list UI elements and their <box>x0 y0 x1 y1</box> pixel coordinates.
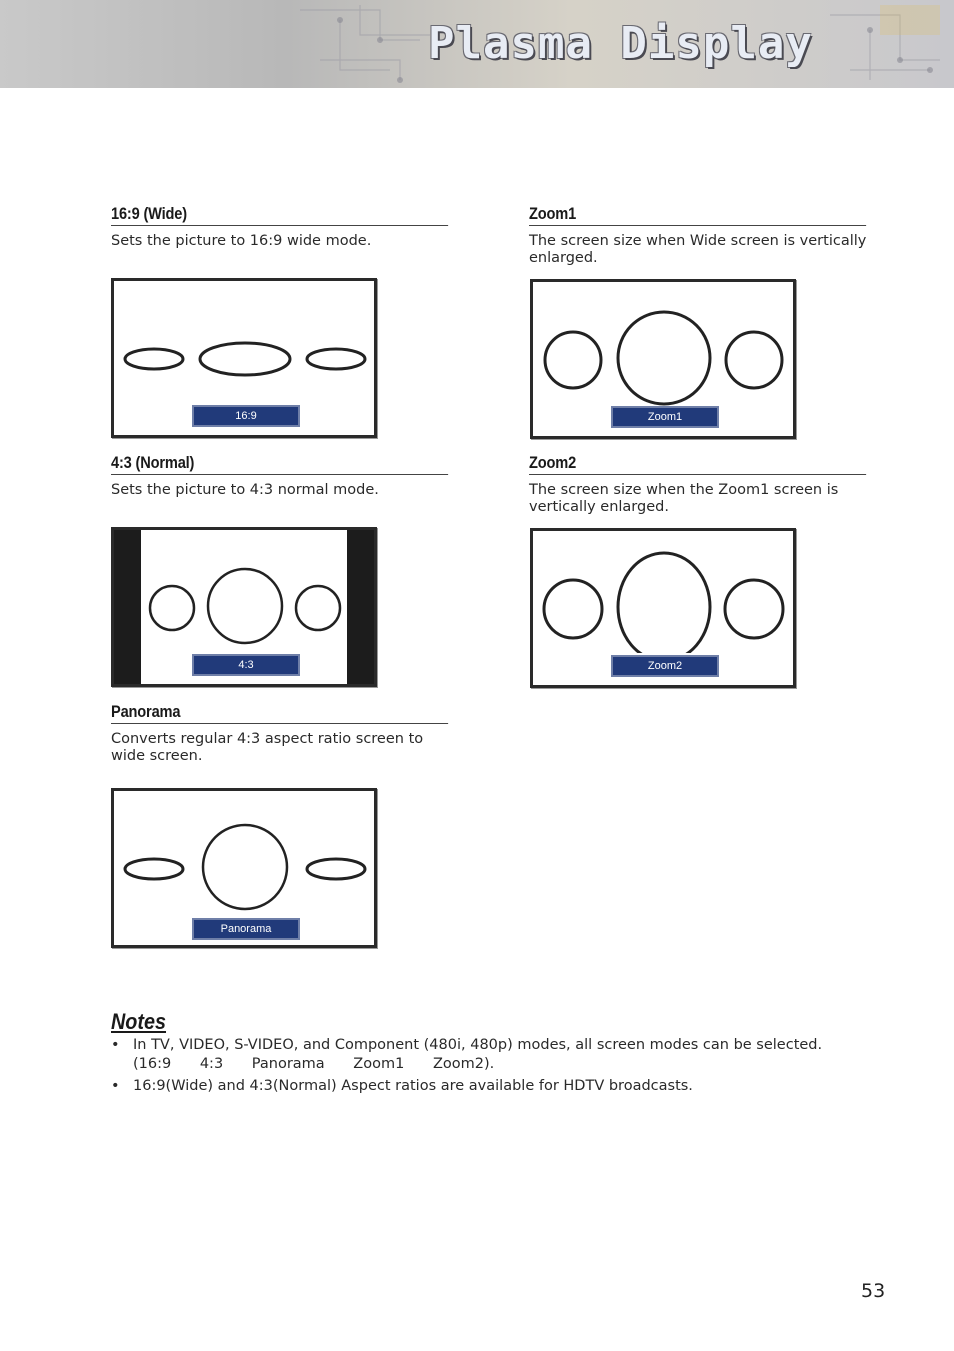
screen-diagram-zoom2 <box>530 528 796 688</box>
page-number: 53 <box>861 1280 886 1302</box>
sequence-item: Zoom2). <box>432 1056 495 1072</box>
section-zoom2 <box>529 453 867 516</box>
mode-label: Panorama <box>192 918 300 940</box>
section-normal <box>111 453 449 499</box>
bullet: • <box>111 1078 120 1094</box>
screen-diagram-wide <box>111 278 377 438</box>
mode-label: Zoom1 <box>611 406 719 428</box>
note-text: In TV, VIDEO, S-VIDEO, and Component (480i, 480p) modes, all screen modes can be selected. <box>133 1037 823 1053</box>
note-text: 16:9(Wide) and 4:3(Normal) Aspect ratios are available for HDTV broadcasts. <box>133 1078 693 1094</box>
section-title: Zoom1 <box>529 204 866 226</box>
section-description: The screen size when Wide screen is vertically enlarged. <box>529 233 867 266</box>
section-title: Zoom2 <box>529 453 866 475</box>
section-zoom1 <box>529 204 867 267</box>
mode-label: Zoom2 <box>611 655 719 677</box>
mode-label: 4:3 <box>192 654 300 676</box>
section-description: Sets the picture to 4:3 normal mode. <box>111 482 379 498</box>
sequence-item: 4:3 <box>199 1056 224 1072</box>
section-panorama <box>111 702 449 765</box>
sequence-item: (16:9 <box>133 1056 172 1072</box>
bullet: • <box>111 1037 120 1053</box>
section-wide <box>111 204 449 250</box>
note-item <box>111 1036 831 1074</box>
notes-title: Notes <box>111 1009 167 1034</box>
mode-label: 16:9 <box>192 405 300 427</box>
section-title: Panorama <box>111 702 448 724</box>
screen-diagram-normal <box>111 527 377 687</box>
section-title: 4:3 (Normal) <box>111 453 448 475</box>
section-description: The screen size when the Zoom1 screen is vertically enlarged. <box>529 482 839 515</box>
note-item <box>111 1077 831 1096</box>
screen-diagram-panorama <box>111 788 377 948</box>
sequence-item: Panorama <box>251 1056 325 1072</box>
screen-diagram-zoom1 <box>530 279 796 439</box>
notes-list <box>111 1036 831 1099</box>
banner-title: Plasma Display <box>428 18 813 69</box>
header-banner <box>0 0 954 88</box>
mode-sequence <box>133 1055 831 1074</box>
section-description: Sets the picture to 16:9 wide mode. <box>111 233 372 249</box>
section-title: 16:9 (Wide) <box>111 204 448 226</box>
section-description: Converts regular 4:3 aspect ratio screen to wide screen. <box>111 731 424 764</box>
sequence-item: Zoom1 <box>353 1056 405 1072</box>
